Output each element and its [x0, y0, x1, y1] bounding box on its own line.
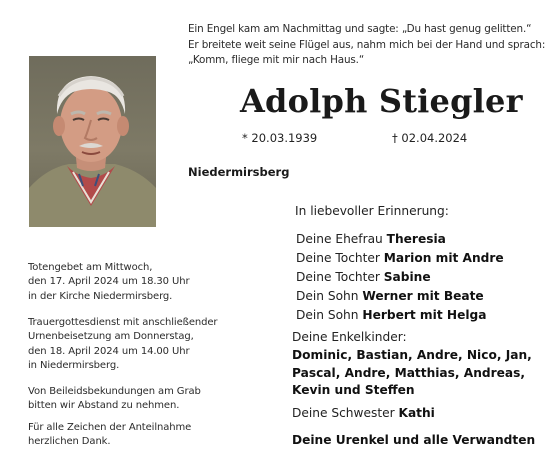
info-line: herzlichen Dank. — [28, 436, 111, 448]
info-line: den 17. April 2024 um 18.30 Uhr — [28, 276, 190, 288]
grandchildren-label: Deine Enkelkinder: — [292, 330, 407, 344]
poem-line: Er breitete weit seine Flügel aus, nahm mich bei der Hand und sprach: — [188, 38, 546, 51]
relation-label: Deine Schwester — [292, 406, 395, 420]
info-line: bitten wir Abstand zu nehmen. — [28, 400, 180, 412]
mourner-row — [296, 249, 504, 268]
portrait-illustration — [29, 56, 156, 227]
service-info — [28, 316, 278, 374]
thanks-note — [28, 421, 278, 450]
info-line: Von Beileidsbekundungen am Grab — [28, 386, 201, 397]
relative-names: Theresia — [386, 232, 446, 246]
home-village: Niedermirsberg — [188, 165, 290, 179]
grandchildren-line: Kevin und Steffen — [292, 383, 415, 397]
grandchildren-line: Pascal, Andre, Matthias, Andreas, — [292, 365, 525, 380]
grandchildren-names — [292, 347, 542, 400]
portrait-photo — [29, 56, 156, 227]
memorial-heading: In liebevoller Erinnerung: — [295, 204, 449, 218]
info-line: Trauergottesdienst mit anschließender — [28, 317, 218, 328]
relation-label: Deine Tochter — [296, 251, 380, 265]
deceased-name: Adolph Stiegler — [240, 82, 523, 120]
mourner-row — [296, 230, 504, 249]
sister-row — [292, 406, 435, 420]
relative-names: Marion mit Andre — [383, 251, 504, 265]
poem-line: „Komm, fliege mit mir nach Haus.“ — [188, 54, 365, 67]
relative-names: Werner mit Beate — [362, 289, 484, 303]
poem-quote — [188, 22, 546, 69]
info-line: den 18. April 2024 um 14.00 Uhr — [28, 345, 190, 357]
mourner-row — [296, 268, 504, 287]
condolence-note — [28, 385, 278, 414]
relation-label: Dein Sohn — [296, 289, 359, 303]
info-line: Totengebet am Mittwoch, — [28, 262, 153, 273]
relation-label: Dein Sohn — [296, 308, 359, 322]
info-line: Urnenbeisetzung am Donnerstag, — [28, 331, 194, 343]
death-date: † 02.04.2024 — [392, 131, 468, 145]
grandchildren-line: Dominic, Bastian, Andre, Nico, Jan, — [292, 348, 532, 362]
mourners-list — [296, 230, 504, 325]
birth-date: * 20.03.1939 — [242, 131, 318, 145]
sister-name: Kathi — [398, 406, 435, 420]
info-line: Für alle Zeichen der Anteilnahme — [28, 422, 192, 433]
info-line: in Niedermirsberg. — [28, 360, 120, 372]
mourner-row — [296, 306, 504, 325]
rosary-info — [28, 261, 278, 304]
relative-names: Herbert mit Helga — [362, 308, 487, 322]
poem-line: Ein Engel kam am Nachmittag und sagte: „Du hast genug gelitten.“ — [188, 23, 532, 35]
mourner-row — [296, 287, 504, 306]
relation-label: Deine Ehefrau — [296, 232, 383, 246]
info-line: in der Kirche Niedermirsberg. — [28, 290, 173, 302]
relative-names: Sabine — [383, 270, 431, 284]
closing-line: Deine Urenkel und alle Verwandten — [292, 433, 536, 447]
relation-label: Deine Tochter — [296, 270, 380, 284]
